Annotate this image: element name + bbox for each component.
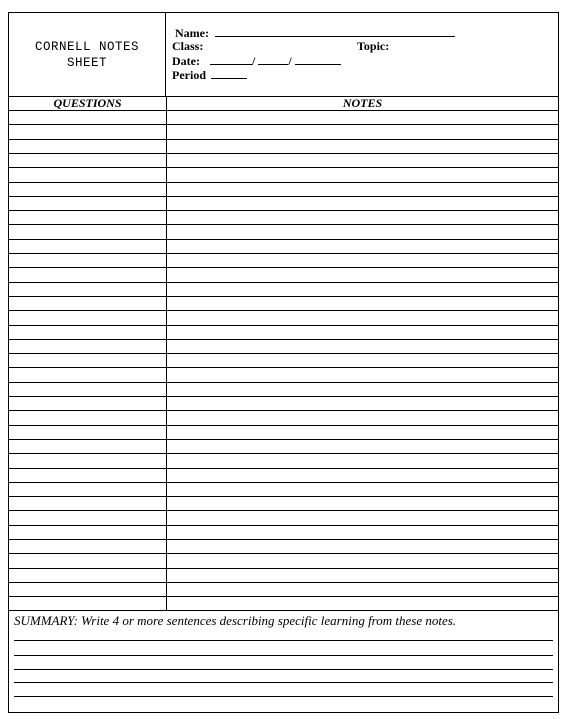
ruled-line (9, 210, 558, 211)
ruled-line (9, 496, 558, 497)
notes-header: NOTES (342, 96, 383, 110)
summary-prompt: SUMMARY: Write 4 or more sentences describing specific learning from these notes. (14, 613, 457, 628)
ruled-line (9, 468, 558, 469)
summary-line[interactable] (14, 669, 553, 670)
summary-line[interactable] (14, 682, 553, 683)
name-blank[interactable] (215, 26, 455, 37)
ruled-line (9, 553, 558, 554)
summary-line[interactable] (14, 696, 553, 697)
ruled-line (9, 596, 558, 597)
summary-line[interactable] (14, 655, 553, 656)
date-month-blank[interactable] (210, 54, 252, 65)
ruled-line (9, 196, 558, 197)
class-label: Class: (172, 39, 204, 53)
ruled-line (9, 382, 558, 383)
name-row (175, 26, 455, 40)
ruled-line (9, 510, 558, 511)
ruled-line (9, 539, 558, 540)
ruled-line (9, 410, 558, 411)
ruled-line (9, 525, 558, 526)
date-year-blank[interactable] (295, 54, 341, 65)
ruled-line (9, 167, 558, 168)
period-label: Period (172, 68, 206, 82)
ruled-line (9, 339, 558, 340)
ruled-line (9, 224, 558, 225)
ruled-line (9, 253, 558, 254)
ruled-line (9, 124, 558, 125)
info-fields (166, 13, 558, 96)
ruled-line (9, 482, 558, 483)
date-label: Date: (172, 54, 200, 68)
date-row (172, 54, 341, 68)
ruled-line (9, 367, 558, 368)
ruled-line (9, 182, 558, 183)
ruled-line (9, 239, 558, 240)
ruled-line (9, 453, 558, 454)
ruled-line (9, 568, 558, 569)
ruled-line (9, 353, 558, 354)
summary-divider (9, 610, 558, 611)
date-sep-1: / (251, 54, 256, 68)
title-box (9, 13, 166, 96)
name-label: Name: (175, 26, 209, 40)
ruled-line (9, 139, 558, 140)
summary-line[interactable] (14, 640, 553, 641)
ruled-line (9, 325, 558, 326)
ruled-line (9, 396, 558, 397)
ruled-line (9, 282, 558, 283)
sheet-title: CORNELL NOTES SHEET (34, 39, 140, 70)
cornell-notes-sheet (8, 12, 559, 713)
topic-row (357, 40, 389, 53)
ruled-line (9, 425, 558, 426)
period-row (172, 68, 247, 82)
class-row (172, 40, 203, 53)
ruled-line (9, 110, 558, 111)
ruled-line (9, 153, 558, 154)
date-day-blank[interactable] (258, 54, 288, 65)
ruled-line (9, 296, 558, 297)
period-blank[interactable] (211, 68, 247, 79)
topic-label: Topic: (357, 39, 390, 53)
ruled-line (9, 267, 558, 268)
ruled-line (9, 439, 558, 440)
ruled-line (9, 582, 558, 583)
ruled-line (9, 310, 558, 311)
questions-header: QUESTIONS (53, 96, 122, 110)
date-sep-2: / (288, 54, 292, 68)
